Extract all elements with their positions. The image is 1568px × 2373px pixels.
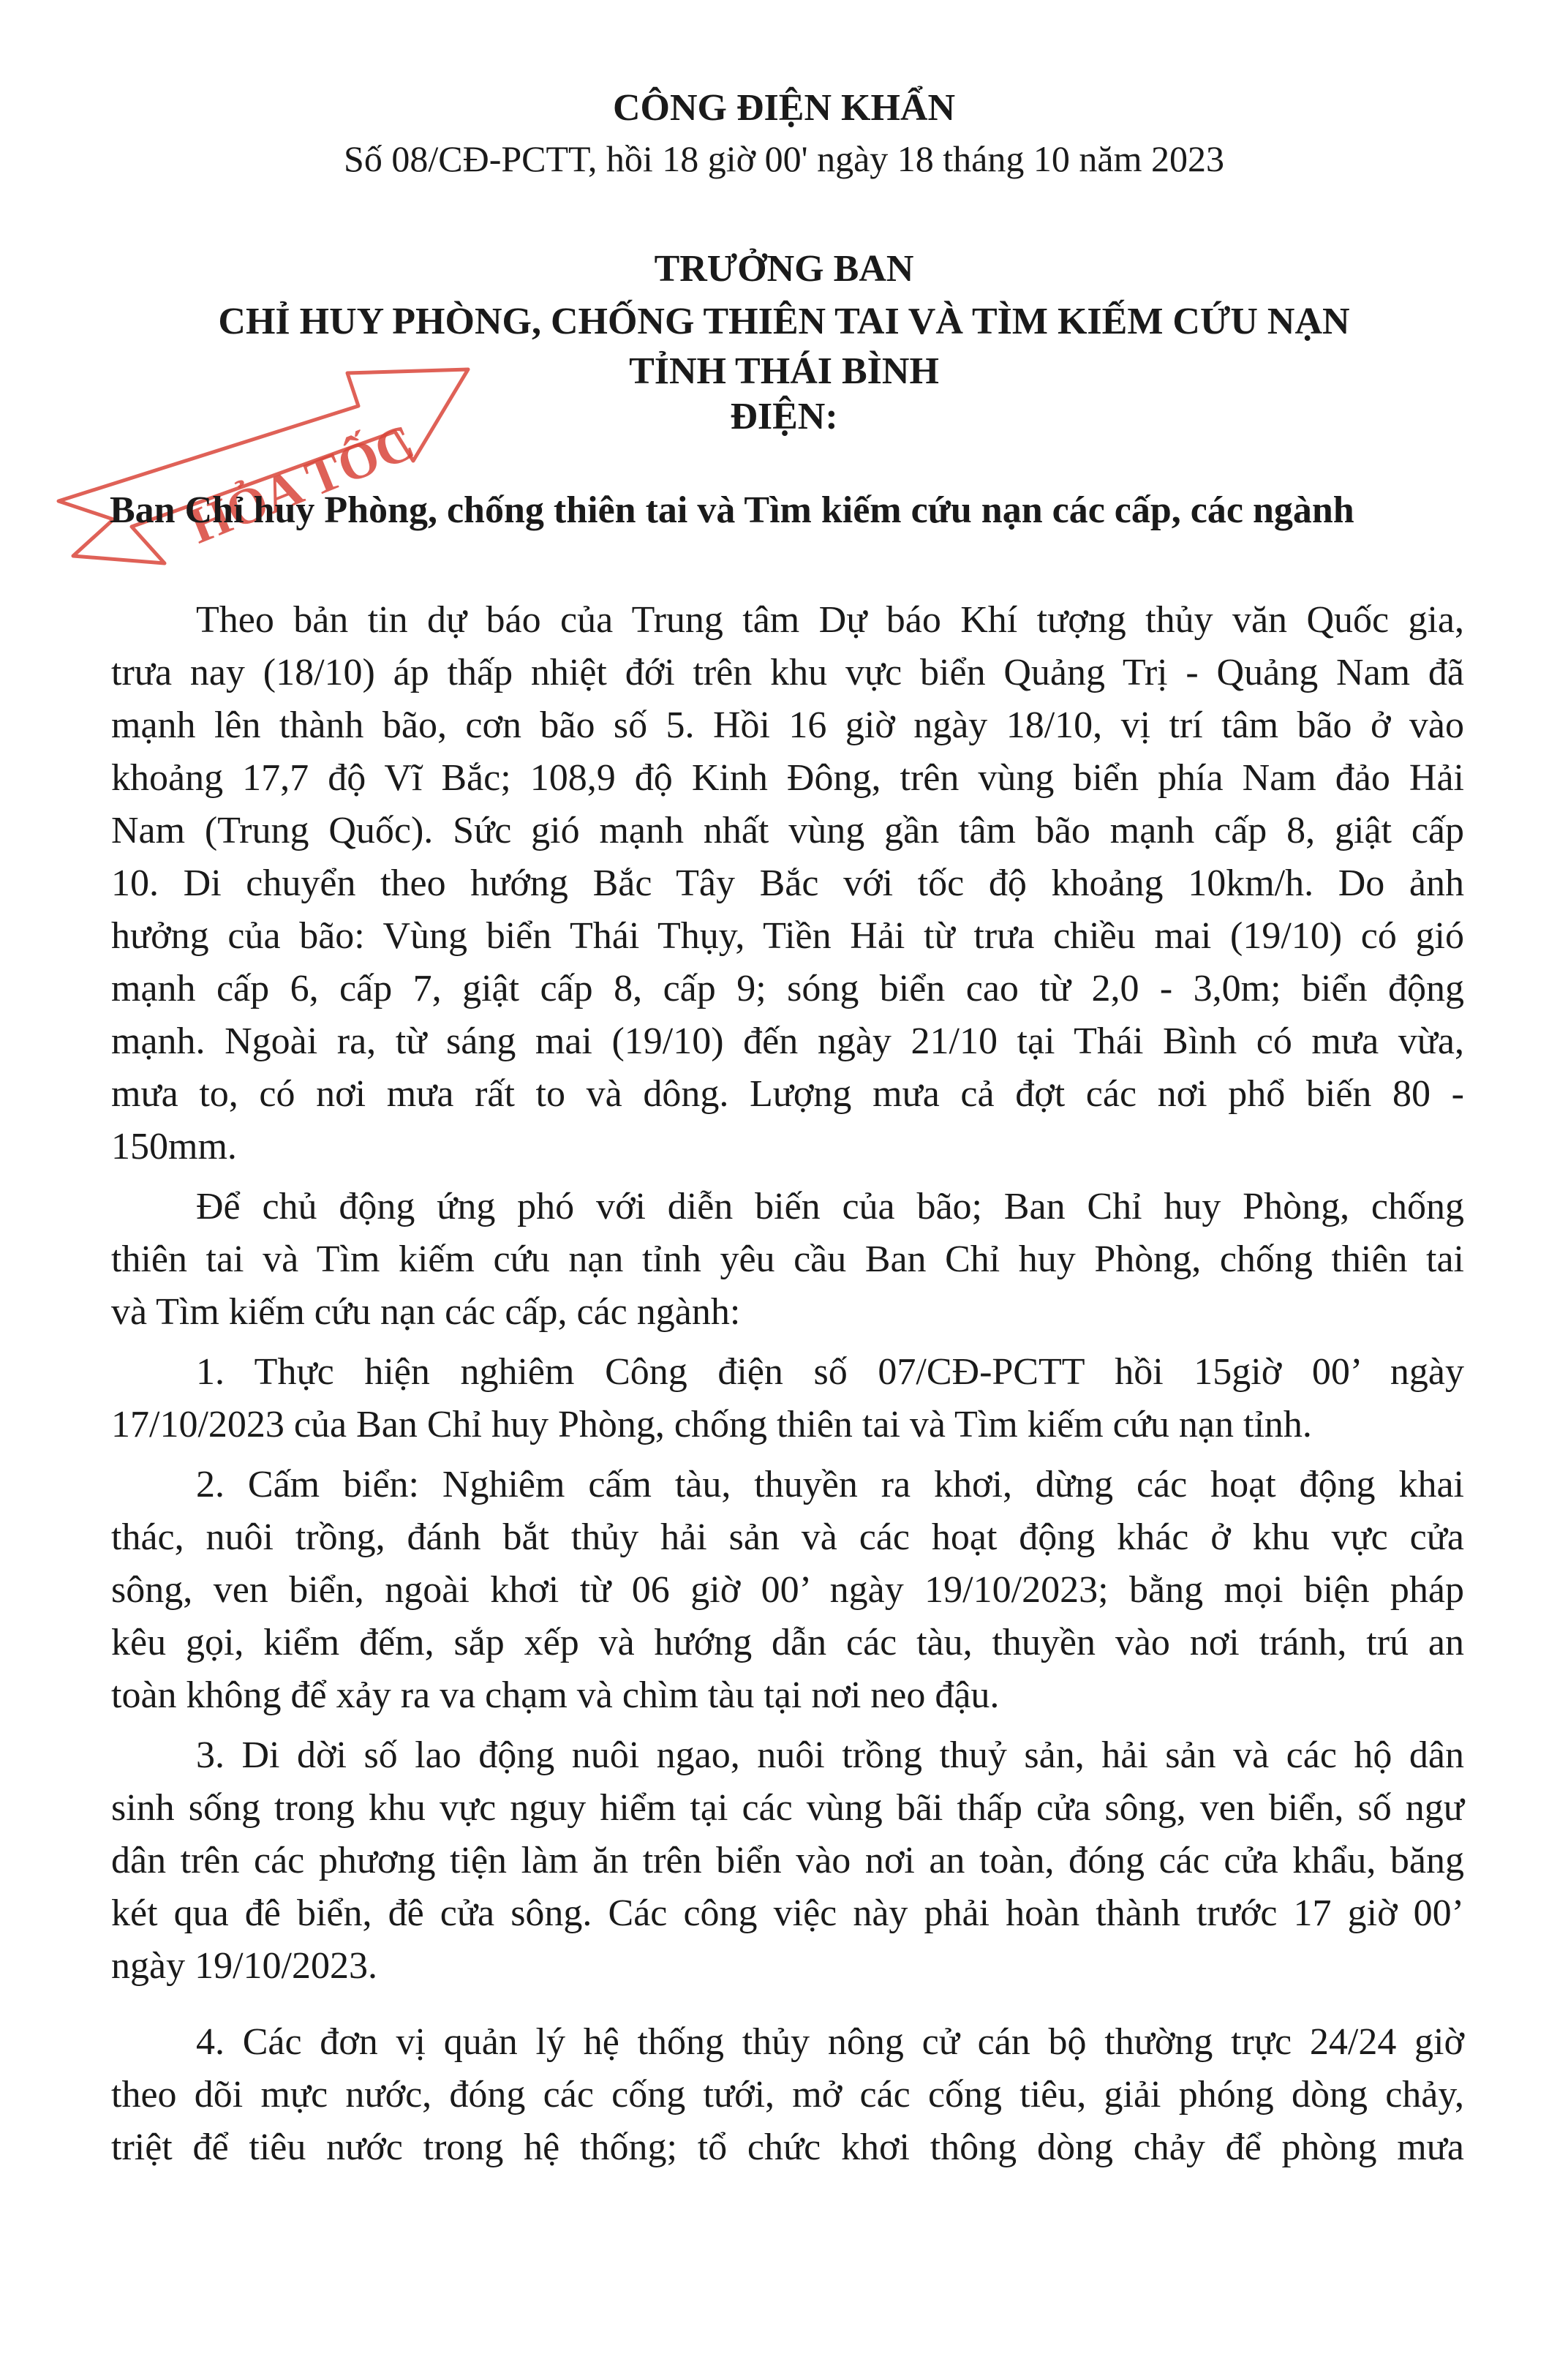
body-line: két qua đê biển, đê cửa sông. Các công việc này phải hoàn thành trước 17 giờ 00’ bbox=[111, 1892, 1464, 1934]
body-line: 2. Cấm biển: Nghiêm cấm tàu, thuyền ra khơi, dừng các hoạt động khai bbox=[196, 1464, 1464, 1505]
body-line: mạnh cấp 6, cấp 7, giật cấp 8, cấp 9; sóng biển cao từ 2,0 - 3,0m; biển động bbox=[111, 968, 1464, 1009]
issuer-province: TỈNH THÁI BÌNH bbox=[629, 350, 939, 392]
body-line: 1. Thực hiện nghiêm Công điện số 07/CĐ-PCTT hồi 15giờ 00’ ngày bbox=[196, 1351, 1464, 1393]
body-line: và Tìm kiếm cứu nạn các cấp, các ngành: bbox=[111, 1291, 741, 1333]
body-line: 150mm. bbox=[111, 1126, 237, 1167]
body-line: thiên tai và Tìm kiếm cứu nạn tỉnh yêu cầu Ban Chỉ huy Phòng, chống thiên tai bbox=[111, 1238, 1464, 1280]
body-line: toàn không để xảy ra va chạm và chìm tàu tại nơi neo đậu. bbox=[111, 1674, 1000, 1716]
body-line: khoảng 17,7 độ Vĩ Bắc; 108,9 độ Kinh Đông, trên vùng biển phía Nam đảo Hải bbox=[111, 757, 1464, 799]
body-line: 17/10/2023 của Ban Chỉ huy Phòng, chống thiên tai và Tìm kiếm cứu nạn tỉnh. bbox=[111, 1404, 1312, 1445]
issuer-title: TRƯỞNG BAN bbox=[654, 248, 914, 290]
body-line: mạnh lên thành bão, cơn bão số 5. Hồi 16 giờ ngày 18/10, vị trí tâm bão ở vào bbox=[111, 704, 1464, 746]
body-line: dân trên các phương tiện làm ăn trên biển vào nơi an toàn, đóng các cửa khẩu, băng bbox=[111, 1840, 1464, 1881]
body-line: 4. Các đơn vị quản lý hệ thống thủy nông cử cán bộ thường trực 24/24 giờ bbox=[196, 2021, 1464, 2063]
body-line: mạnh. Ngoài ra, từ sáng mai (19/10) đến ngày 21/10 tại Thái Bình có mưa vừa, bbox=[111, 1020, 1464, 1062]
recipient-line: Ban Chỉ huy Phòng, chống thiên tai và Tìm kiếm cứu nạn các cấp, các ngành bbox=[110, 489, 1354, 531]
body-line: Để chủ động ứng phó với diễn biến của bão; Ban Chỉ huy Phòng, chống bbox=[196, 1186, 1464, 1227]
body-line: Theo bản tin dự báo của Trung tâm Dự báo Khí tượng thủy văn Quốc gia, bbox=[196, 599, 1464, 641]
body-line: theo dõi mực nước, đóng các cống tưới, mở các cống tiêu, giải phóng dòng chảy, bbox=[111, 2074, 1464, 2116]
document-number: Số 08/CĐ-PCTT, hồi 18 giờ 00' ngày 18 tháng 10 năm 2023 bbox=[344, 138, 1224, 179]
body-line: 10. Di chuyển theo hướng Bắc Tây Bắc với tốc độ khoảng 10km/h. Do ảnh bbox=[111, 862, 1464, 904]
body-line: mưa to, có nơi mưa rất to và dông. Lượng mưa cả đợt các nơi phổ biến 80 - bbox=[111, 1073, 1464, 1115]
body-line: kêu gọi, kiểm đếm, sắp xếp và hướng dẫn các tàu, thuyền vào nơi tránh, trú an bbox=[111, 1622, 1464, 1663]
body-line: sông, ven biển, ngoài khơi từ 06 giờ 00’ ngày 19/10/2023; bằng mọi biện pháp bbox=[111, 1569, 1464, 1611]
body-line: thác, nuôi trồng, đánh bắt thủy hải sản và các hoạt động khác ở khu vực cửa bbox=[111, 1516, 1464, 1558]
document-type-heading: CÔNG ĐIỆN KHẨN bbox=[612, 87, 956, 129]
body-line: 3. Di dời số lao động nuôi ngao, nuôi trồng thuỷ sản, hải sản và các hộ dân bbox=[196, 1734, 1464, 1776]
body-line: sinh sống trong khu vực nguy hiểm tại các vùng bãi thấp cửa sông, ven biển, số ngư bbox=[111, 1787, 1464, 1829]
body-line: ngày 19/10/2023. bbox=[111, 1945, 377, 1987]
body-line: hưởng của bão: Vùng biển Thái Thụy, Tiền Hải từ trưa chiều mai (19/10) có gió bbox=[111, 915, 1464, 957]
issuer-telegram-label: ĐIỆN: bbox=[730, 396, 838, 437]
urgent-stamp bbox=[44, 344, 483, 585]
body-line: triệt để tiêu nước trong hệ thống; tổ chức khơi thông dòng chảy để phòng mưa bbox=[111, 2126, 1464, 2168]
body-line: Nam (Trung Quốc). Sức gió mạnh nhất vùng gần tâm bão mạnh cấp 8, giật cấp bbox=[111, 810, 1464, 851]
issuer-committee: CHỈ HUY PHÒNG, CHỐNG THIÊN TAI VÀ TÌM KIẾM CỨU NẠN bbox=[218, 301, 1350, 342]
body-line: trưa nay (18/10) áp thấp nhiệt đới trên khu vực biển Quảng Trị - Quảng Nam đã bbox=[111, 652, 1464, 693]
svg-text:HỎA TỐC: HỎA TỐC bbox=[181, 413, 423, 555]
